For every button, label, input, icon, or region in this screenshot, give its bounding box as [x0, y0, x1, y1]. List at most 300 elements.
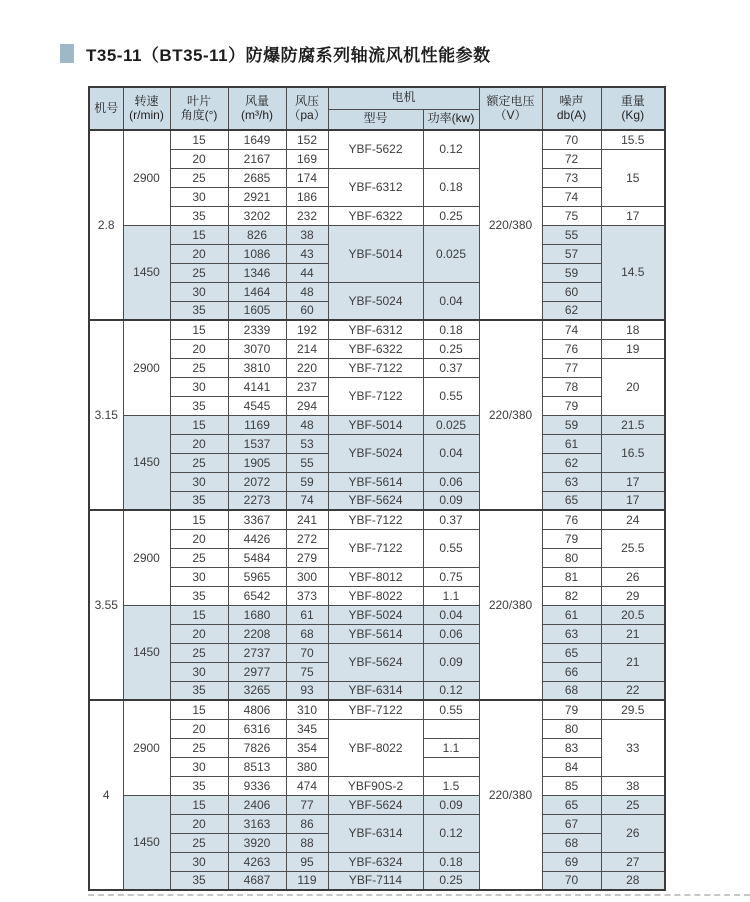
- noise-cell: 57: [542, 244, 601, 263]
- header-noise: 噪声 db(A): [542, 87, 601, 130]
- table-row: [89, 358, 665, 377]
- motor-power-cell: 0.12: [423, 814, 479, 852]
- motor-power-cell: 0.025: [423, 415, 479, 434]
- wind-pressure-cell: 74: [286, 491, 328, 510]
- air-volume-cell: 2167: [228, 149, 286, 168]
- noise-cell: 80: [542, 548, 601, 567]
- wind-pressure-cell: 354: [286, 738, 328, 757]
- table-row: [89, 852, 665, 871]
- motor-power-cell: 0.37: [423, 358, 479, 377]
- wind-pressure-cell: 55: [286, 453, 328, 472]
- weight-cell: 21: [601, 643, 665, 681]
- blade-angle-cell: 30: [170, 662, 228, 681]
- air-volume-cell: 3367: [228, 510, 286, 529]
- table-row: [89, 700, 665, 719]
- air-volume-cell: 3920: [228, 833, 286, 852]
- weight-cell: 15: [601, 149, 665, 206]
- motor-power-cell: 0.04: [423, 282, 479, 320]
- noise-cell: 78: [542, 377, 601, 396]
- weight-cell: 26: [601, 567, 665, 586]
- air-volume-cell: 2406: [228, 795, 286, 814]
- table-row: [89, 871, 665, 890]
- wind-pressure-cell: 214: [286, 339, 328, 358]
- machine-no-cell: 3.15: [89, 320, 123, 510]
- air-volume-cell: 6316: [228, 719, 286, 738]
- rated-voltage-cell: 220/380: [479, 320, 542, 510]
- header-speed: 转速 (r/min): [123, 87, 170, 130]
- motor-model-cell: YBF-5614: [328, 472, 423, 491]
- noise-cell: 76: [542, 510, 601, 529]
- air-volume-cell: 3163: [228, 814, 286, 833]
- wind-pressure-cell: 186: [286, 187, 328, 206]
- speed-cell: 1450: [123, 415, 170, 510]
- weight-cell: 33: [601, 719, 665, 776]
- noise-cell: 59: [542, 415, 601, 434]
- weight-cell: 20.5: [601, 605, 665, 624]
- motor-model-cell: YBF-7122: [328, 377, 423, 415]
- air-volume-cell: 2737: [228, 643, 286, 662]
- blade-angle-cell: 25: [170, 358, 228, 377]
- blade-angle-cell: 25: [170, 738, 228, 757]
- header-motor-model: 型号: [328, 109, 423, 130]
- noise-cell: 68: [542, 681, 601, 700]
- noise-cell: 81: [542, 567, 601, 586]
- motor-power-cell: 0.09: [423, 491, 479, 510]
- table-row: [89, 320, 665, 339]
- blade-angle-cell: 25: [170, 263, 228, 282]
- noise-cell: 79: [542, 700, 601, 719]
- rated-voltage-cell: 220/380: [479, 510, 542, 700]
- wind-pressure-cell: 77: [286, 795, 328, 814]
- air-volume-cell: 3202: [228, 206, 286, 225]
- noise-cell: 69: [542, 852, 601, 871]
- wind-pressure-cell: 474: [286, 776, 328, 795]
- performance-table: [88, 86, 666, 891]
- noise-cell: 65: [542, 643, 601, 662]
- wind-pressure-cell: 241: [286, 510, 328, 529]
- wind-pressure-cell: 152: [286, 130, 328, 149]
- wind-pressure-cell: 44: [286, 263, 328, 282]
- noise-cell: 75: [542, 206, 601, 225]
- motor-model-cell: YBF-5624: [328, 795, 423, 814]
- wind-pressure-cell: 60: [286, 301, 328, 320]
- air-volume-cell: 6542: [228, 586, 286, 605]
- header-motor-power: 功率(kw): [423, 109, 479, 130]
- wind-pressure-cell: 345: [286, 719, 328, 738]
- header-rated-voltage: 额定电压 （V）: [479, 87, 542, 130]
- blade-angle-cell: 25: [170, 168, 228, 187]
- speed-cell: 1450: [123, 605, 170, 700]
- weight-cell: 29.5: [601, 700, 665, 719]
- noise-cell: 76: [542, 339, 601, 358]
- header-air-volume: 风量 (m³/h): [228, 87, 286, 130]
- noise-cell: 77: [542, 358, 601, 377]
- wind-pressure-cell: 70: [286, 643, 328, 662]
- header-blade-angle: 叶片 角度(°): [170, 87, 228, 130]
- bottom-divider: [88, 894, 750, 896]
- blade-angle-cell: 20: [170, 244, 228, 263]
- motor-model-cell: YBF-6314: [328, 681, 423, 700]
- wind-pressure-cell: 169: [286, 149, 328, 168]
- air-volume-cell: 2339: [228, 320, 286, 339]
- wind-pressure-cell: 93: [286, 681, 328, 700]
- rated-voltage-cell: 220/380: [479, 130, 542, 320]
- speed-cell: 2900: [123, 700, 170, 795]
- wind-pressure-cell: 68: [286, 624, 328, 643]
- weight-cell: 25: [601, 795, 665, 814]
- air-volume-cell: 826: [228, 225, 286, 244]
- blade-angle-cell: 15: [170, 320, 228, 339]
- table-row: [89, 681, 665, 700]
- motor-power-cell: 0.09: [423, 643, 479, 681]
- noise-cell: 61: [542, 434, 601, 453]
- blade-angle-cell: 35: [170, 206, 228, 225]
- blade-angle-cell: 15: [170, 130, 228, 149]
- weight-cell: 15.5: [601, 130, 665, 149]
- blade-angle-cell: 20: [170, 529, 228, 548]
- air-volume-cell: 1605: [228, 301, 286, 320]
- air-volume-cell: 3070: [228, 339, 286, 358]
- motor-model-cell: YBF-6322: [328, 339, 423, 358]
- header-wind-pressure: 风压 （pa）: [286, 87, 328, 130]
- table-row: [89, 434, 665, 453]
- blade-angle-cell: 35: [170, 871, 228, 890]
- blade-angle-cell: 30: [170, 472, 228, 491]
- air-volume-cell: 8513: [228, 757, 286, 776]
- wind-pressure-cell: 310: [286, 700, 328, 719]
- air-volume-cell: 1905: [228, 453, 286, 472]
- motor-power-cell: 0.18: [423, 852, 479, 871]
- weight-cell: 21: [601, 624, 665, 643]
- wind-pressure-cell: 61: [286, 605, 328, 624]
- noise-cell: 65: [542, 491, 601, 510]
- motor-model-cell: YBF-7122: [328, 358, 423, 377]
- weight-cell: 27: [601, 852, 665, 871]
- noise-cell: 70: [542, 871, 601, 890]
- motor-power-cell: 1.5: [423, 776, 479, 795]
- air-volume-cell: 2273: [228, 491, 286, 510]
- noise-cell: 70: [542, 130, 601, 149]
- noise-cell: 62: [542, 301, 601, 320]
- table-row: [89, 795, 665, 814]
- motor-model-cell: YBF-5024: [328, 434, 423, 472]
- table-row: [89, 624, 665, 643]
- weight-cell: 20: [601, 358, 665, 415]
- air-volume-cell: 2921: [228, 187, 286, 206]
- blade-angle-cell: 35: [170, 301, 228, 320]
- air-volume-cell: 3810: [228, 358, 286, 377]
- table-row: [89, 377, 665, 396]
- blade-angle-cell: 25: [170, 833, 228, 852]
- blade-angle-cell: 15: [170, 795, 228, 814]
- blade-angle-cell: 25: [170, 453, 228, 472]
- wind-pressure-cell: 192: [286, 320, 328, 339]
- wind-pressure-cell: 119: [286, 871, 328, 890]
- noise-cell: 62: [542, 453, 601, 472]
- motor-model-cell: YBF-6312: [328, 168, 423, 206]
- noise-cell: 79: [542, 529, 601, 548]
- table-row: [89, 225, 665, 244]
- air-volume-cell: 4687: [228, 871, 286, 890]
- motor-power-cell: 0.12: [423, 130, 479, 168]
- motor-model-cell: YBF-6312: [328, 320, 423, 339]
- motor-power-cell: 0.55: [423, 700, 479, 719]
- motor-model-cell: YBF-6322: [328, 206, 423, 225]
- blade-angle-cell: 30: [170, 377, 228, 396]
- machine-no-cell: 2.8: [89, 130, 123, 320]
- air-volume-cell: 1649: [228, 130, 286, 149]
- wind-pressure-cell: 373: [286, 586, 328, 605]
- weight-cell: 21.5: [601, 415, 665, 434]
- air-volume-cell: 4426: [228, 529, 286, 548]
- table-row: [89, 472, 665, 491]
- air-volume-cell: 1537: [228, 434, 286, 453]
- noise-cell: 84: [542, 757, 601, 776]
- noise-cell: 85: [542, 776, 601, 795]
- weight-cell: 29: [601, 586, 665, 605]
- wind-pressure-cell: 53: [286, 434, 328, 453]
- speed-cell: 1450: [123, 225, 170, 320]
- blade-angle-cell: 20: [170, 149, 228, 168]
- motor-power-cell: 0.18: [423, 320, 479, 339]
- motor-model-cell: YBF-6314: [328, 814, 423, 852]
- motor-model-cell: YBF-7122: [328, 510, 423, 529]
- blade-angle-cell: 15: [170, 700, 228, 719]
- wind-pressure-cell: 38: [286, 225, 328, 244]
- table-row: [89, 529, 665, 548]
- machine-no-cell: 3.55: [89, 510, 123, 700]
- weight-cell: 28: [601, 871, 665, 890]
- air-volume-cell: 5484: [228, 548, 286, 567]
- motor-model-cell: YBF-7122: [328, 700, 423, 719]
- speed-cell: 2900: [123, 320, 170, 415]
- table-row: [89, 567, 665, 586]
- motor-power-cell: 0.12: [423, 681, 479, 700]
- blade-angle-cell: 35: [170, 681, 228, 700]
- motor-model-cell: YBF-5622: [328, 130, 423, 168]
- air-volume-cell: 1169: [228, 415, 286, 434]
- motor-model-cell: YBF-7114: [328, 871, 423, 890]
- wind-pressure-cell: 174: [286, 168, 328, 187]
- page-title-row: [60, 41, 491, 66]
- noise-cell: 72: [542, 149, 601, 168]
- blade-angle-cell: 35: [170, 491, 228, 510]
- weight-cell: 24: [601, 510, 665, 529]
- table-header: [89, 87, 665, 130]
- blade-angle-cell: 20: [170, 624, 228, 643]
- weight-cell: 17: [601, 491, 665, 510]
- blade-angle-cell: 30: [170, 567, 228, 586]
- weight-cell: 38: [601, 776, 665, 795]
- motor-power-cell: 0.09: [423, 795, 479, 814]
- noise-cell: 65: [542, 795, 601, 814]
- header-weight: 重量 (Kg): [601, 87, 665, 130]
- blade-angle-cell: 15: [170, 225, 228, 244]
- wind-pressure-cell: 88: [286, 833, 328, 852]
- header-motor: 电机: [328, 87, 479, 109]
- wind-pressure-cell: 380: [286, 757, 328, 776]
- speed-cell: 2900: [123, 510, 170, 605]
- table-row: [89, 491, 665, 510]
- speed-cell: 1450: [123, 795, 170, 890]
- motor-power-cell: 0.04: [423, 434, 479, 472]
- air-volume-cell: 9336: [228, 776, 286, 795]
- table-row: [89, 206, 665, 225]
- wind-pressure-cell: 220: [286, 358, 328, 377]
- air-volume-cell: 4545: [228, 396, 286, 415]
- noise-cell: 82: [542, 586, 601, 605]
- air-volume-cell: 4263: [228, 852, 286, 871]
- motor-power-cell: [423, 757, 479, 776]
- table-row: [89, 814, 665, 833]
- motor-power-cell: [423, 719, 479, 738]
- table-row: [89, 586, 665, 605]
- air-volume-cell: 2208: [228, 624, 286, 643]
- wind-pressure-cell: 43: [286, 244, 328, 263]
- motor-model-cell: YBF-8012: [328, 567, 423, 586]
- noise-cell: 80: [542, 719, 601, 738]
- blade-angle-cell: 30: [170, 187, 228, 206]
- motor-model-cell: YBF-5014: [328, 225, 423, 282]
- wind-pressure-cell: 59: [286, 472, 328, 491]
- title-bullet-icon: [60, 44, 74, 63]
- table-row: [89, 719, 665, 738]
- air-volume-cell: 3265: [228, 681, 286, 700]
- blade-angle-cell: 20: [170, 814, 228, 833]
- table-row: [89, 415, 665, 434]
- table-row: [89, 776, 665, 795]
- blade-angle-cell: 30: [170, 282, 228, 301]
- blade-angle-cell: 20: [170, 339, 228, 358]
- speed-cell: 2900: [123, 130, 170, 225]
- blade-angle-cell: 20: [170, 434, 228, 453]
- noise-cell: 66: [542, 662, 601, 681]
- blade-angle-cell: 30: [170, 852, 228, 871]
- blade-angle-cell: 15: [170, 415, 228, 434]
- motor-power-cell: 0.55: [423, 529, 479, 567]
- motor-power-cell: 0.18: [423, 168, 479, 206]
- wind-pressure-cell: 86: [286, 814, 328, 833]
- air-volume-cell: 1680: [228, 605, 286, 624]
- wind-pressure-cell: 75: [286, 662, 328, 681]
- noise-cell: 68: [542, 833, 601, 852]
- motor-model-cell: YBF-8022: [328, 586, 423, 605]
- noise-cell: 79: [542, 396, 601, 415]
- air-volume-cell: 1464: [228, 282, 286, 301]
- motor-power-cell: 0.37: [423, 510, 479, 529]
- weight-cell: 17: [601, 206, 665, 225]
- motor-model-cell: YBF-7122: [328, 529, 423, 567]
- weight-cell: 22: [601, 681, 665, 700]
- motor-power-cell: 1.1: [423, 738, 479, 757]
- wind-pressure-cell: 272: [286, 529, 328, 548]
- noise-cell: 74: [542, 320, 601, 339]
- air-volume-cell: 7826: [228, 738, 286, 757]
- weight-cell: 19: [601, 339, 665, 358]
- motor-model-cell: YBF-6324: [328, 852, 423, 871]
- wind-pressure-cell: 48: [286, 282, 328, 301]
- blade-angle-cell: 30: [170, 757, 228, 776]
- blade-angle-cell: 20: [170, 719, 228, 738]
- wind-pressure-cell: 237: [286, 377, 328, 396]
- weight-cell: 18: [601, 320, 665, 339]
- noise-cell: 63: [542, 624, 601, 643]
- blade-angle-cell: 15: [170, 605, 228, 624]
- table-row: [89, 168, 665, 187]
- motor-power-cell: 0.25: [423, 339, 479, 358]
- motor-model-cell: YBF-5024: [328, 282, 423, 320]
- motor-model-cell: YBF-5014: [328, 415, 423, 434]
- table-row: [89, 282, 665, 301]
- motor-model-cell: YBF-5024: [328, 605, 423, 624]
- table-row: [89, 130, 665, 149]
- motor-power-cell: 0.25: [423, 871, 479, 890]
- table-row: [89, 643, 665, 662]
- wind-pressure-cell: 279: [286, 548, 328, 567]
- motor-power-cell: 0.25: [423, 206, 479, 225]
- wind-pressure-cell: 232: [286, 206, 328, 225]
- motor-power-cell: 1.1: [423, 586, 479, 605]
- weight-cell: 14.5: [601, 225, 665, 320]
- noise-cell: 73: [542, 168, 601, 187]
- motor-power-cell: 0.55: [423, 377, 479, 415]
- rated-voltage-cell: 220/380: [479, 700, 542, 890]
- motor-power-cell: 0.025: [423, 225, 479, 282]
- table-row: [89, 339, 665, 358]
- motor-model-cell: YBF-5614: [328, 624, 423, 643]
- motor-power-cell: 0.04: [423, 605, 479, 624]
- motor-power-cell: 0.75: [423, 567, 479, 586]
- noise-cell: 83: [542, 738, 601, 757]
- air-volume-cell: 2977: [228, 662, 286, 681]
- weight-cell: 17: [601, 472, 665, 491]
- air-volume-cell: 5965: [228, 567, 286, 586]
- table-body: [89, 130, 665, 890]
- air-volume-cell: 4141: [228, 377, 286, 396]
- motor-model-cell: YBF-5624: [328, 643, 423, 681]
- noise-cell: 59: [542, 263, 601, 282]
- motor-model-cell: YBF-8022: [328, 719, 423, 776]
- weight-cell: 25.5: [601, 529, 665, 567]
- motor-model-cell: YBF90S-2: [328, 776, 423, 795]
- noise-cell: 55: [542, 225, 601, 244]
- noise-cell: 60: [542, 282, 601, 301]
- noise-cell: 74: [542, 187, 601, 206]
- wind-pressure-cell: 48: [286, 415, 328, 434]
- air-volume-cell: 4806: [228, 700, 286, 719]
- air-volume-cell: 2685: [228, 168, 286, 187]
- noise-cell: 67: [542, 814, 601, 833]
- table-row: [89, 510, 665, 529]
- air-volume-cell: 1086: [228, 244, 286, 263]
- weight-cell: 26: [601, 814, 665, 852]
- table-row: [89, 605, 665, 624]
- wind-pressure-cell: 95: [286, 852, 328, 871]
- air-volume-cell: 1346: [228, 263, 286, 282]
- blade-angle-cell: 25: [170, 548, 228, 567]
- blade-angle-cell: 35: [170, 586, 228, 605]
- header-machine-no: 机号: [89, 87, 123, 130]
- machine-no-cell: 4: [89, 700, 123, 890]
- blade-angle-cell: 25: [170, 643, 228, 662]
- air-volume-cell: 2072: [228, 472, 286, 491]
- motor-power-cell: 0.06: [423, 624, 479, 643]
- wind-pressure-cell: 294: [286, 396, 328, 415]
- blade-angle-cell: 35: [170, 776, 228, 795]
- noise-cell: 61: [542, 605, 601, 624]
- blade-angle-cell: 35: [170, 396, 228, 415]
- motor-power-cell: 0.06: [423, 472, 479, 491]
